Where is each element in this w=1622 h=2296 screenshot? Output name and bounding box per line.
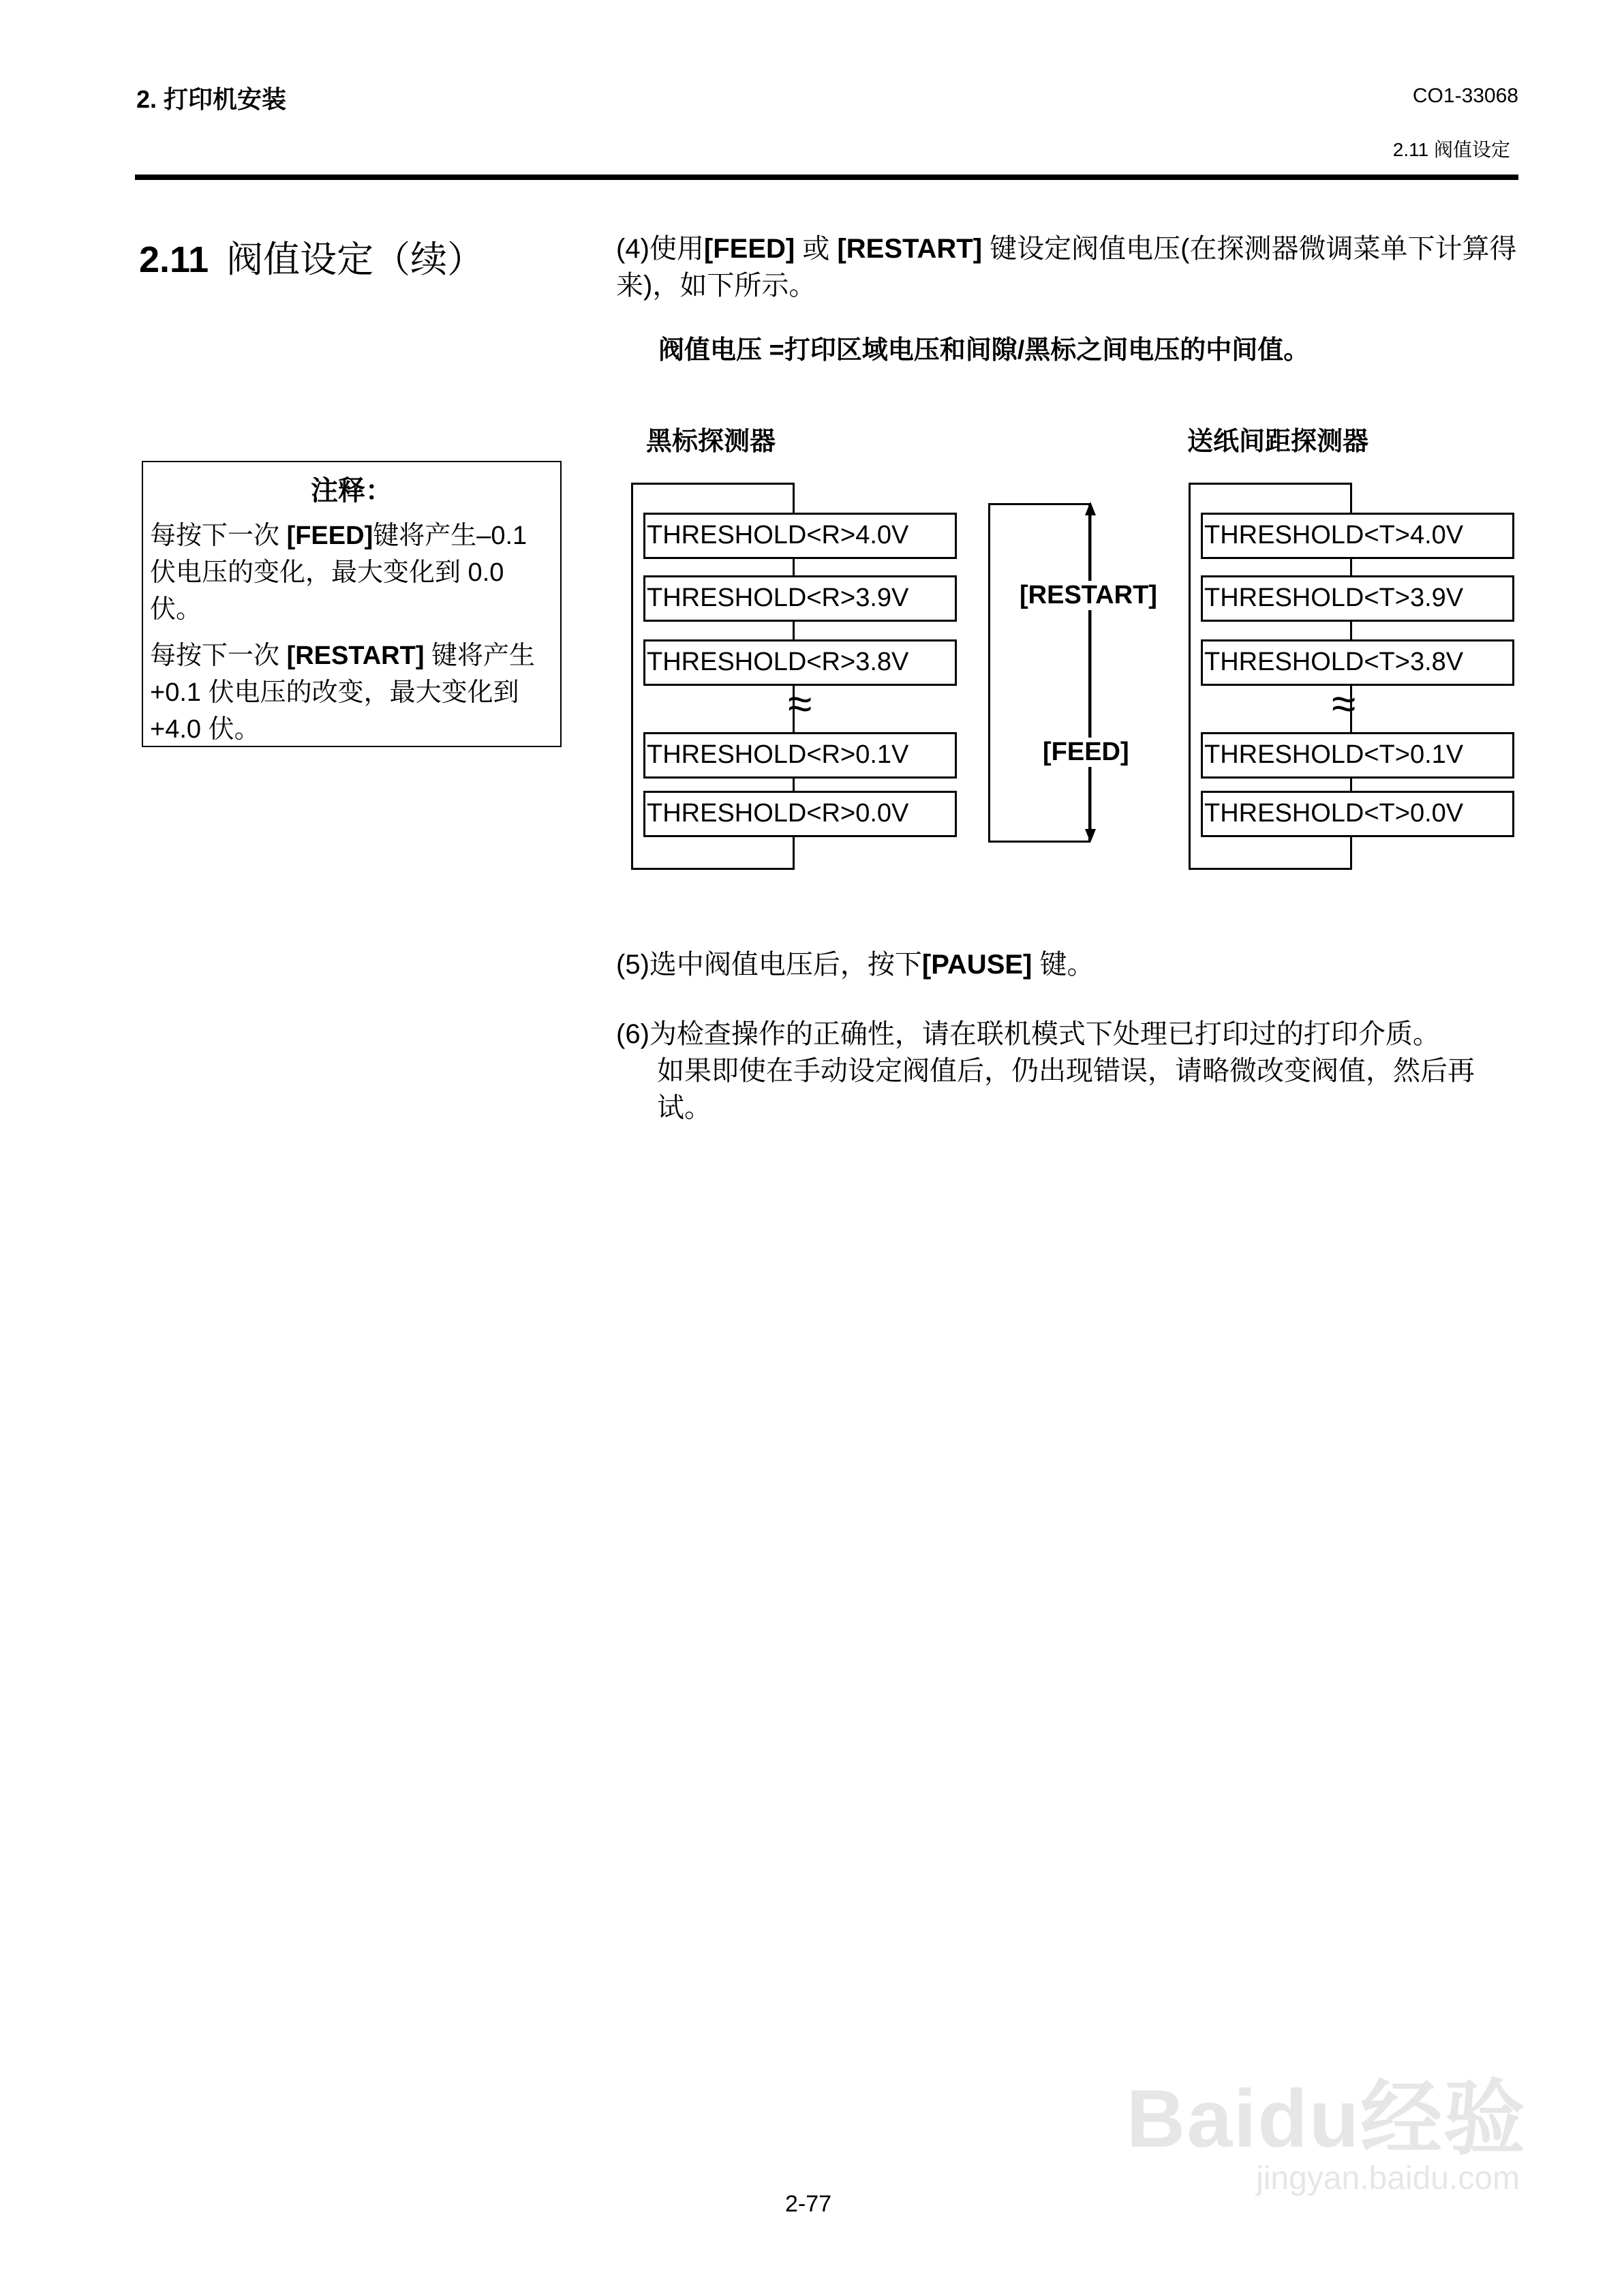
black-mark-sensor-label: 黑标探测器 xyxy=(646,427,776,456)
step-text: 或 xyxy=(795,234,838,264)
section-title xyxy=(139,230,484,283)
black-threshold-item: THRESHOLD<R>4.0V xyxy=(643,513,957,559)
section-reference: 2.11 阀值设定 xyxy=(1392,139,1510,160)
section-number: 2.11 xyxy=(139,239,209,280)
step-text: 键设定阀值电压(在探测器微调菜单下计算得来)，如下所示。 xyxy=(616,234,1517,301)
feed-gap-sensor-label: 送纸间距探测器 xyxy=(1187,427,1369,456)
threshold-formula: 阀值电压 =打印区域电压和间隙/黑标之间电压的中间值。 xyxy=(658,336,1310,365)
step-number: (5) xyxy=(616,950,649,980)
pause-key-label: [PAUSE] xyxy=(921,950,1032,980)
trans-threshold-item: THRESHOLD<T>4.0V xyxy=(1201,513,1514,559)
step-6-line-1 xyxy=(616,1016,1522,1053)
step-text: 为检查操作的正确性，请在联机模式下处理已打印过的打印介质。 xyxy=(649,1019,1440,1049)
note-text: 每按下一次 xyxy=(150,641,287,670)
step-6-line-2: 如果即使在手动设定阀值后，仍出现错误，请略微改变阀值，然后再试。 xyxy=(657,1056,1475,1123)
note-restart-paragraph xyxy=(150,637,553,748)
baidu-watermark-logo: Baidu经验 xyxy=(1126,2073,1527,2164)
feed-direction-label: [FEED] xyxy=(1043,738,1129,766)
feed-key-label: [FEED] xyxy=(703,234,795,264)
page-number: 2-77 xyxy=(785,2191,832,2217)
up-down-arrow-icon xyxy=(1070,495,1111,849)
step-text: 使用 xyxy=(649,234,704,264)
note-text: 键将产生+0.1 伏电压的改变，最大变化到+4.0 伏。 xyxy=(150,641,536,744)
step-5 xyxy=(616,946,1522,983)
ellipsis-tilde-icon: ≈ xyxy=(788,679,812,728)
restart-key-label: [RESTART] xyxy=(286,641,425,670)
feed-key-label: [FEED] xyxy=(286,522,373,550)
note-text: 每按下一次 xyxy=(150,522,287,550)
note-feed-paragraph xyxy=(150,517,553,628)
step-6 xyxy=(616,1016,1522,1126)
ellipsis-tilde-icon: ≈ xyxy=(1332,679,1356,728)
section-title-text: 阀值设定（续） xyxy=(226,239,485,280)
trans-threshold-item: THRESHOLD<T>0.1V xyxy=(1201,732,1514,779)
black-threshold-item: THRESHOLD<R>3.9V xyxy=(643,575,957,622)
black-threshold-item: THRESHOLD<R>0.1V xyxy=(643,732,957,779)
step-number: (4) xyxy=(616,234,649,264)
document-code: CO1-33068 xyxy=(1412,85,1518,107)
baidu-watermark-url: jingyan.baidu.com xyxy=(1256,2160,1520,2196)
note-box xyxy=(142,461,562,747)
header-divider xyxy=(135,175,1518,180)
trans-threshold-item: THRESHOLD<T>0.0V xyxy=(1201,791,1514,837)
black-threshold-item: THRESHOLD<R>3.8V xyxy=(643,639,957,686)
black-threshold-item: THRESHOLD<R>0.0V xyxy=(643,791,957,837)
step-number: (6) xyxy=(616,1019,649,1049)
restart-direction-label: [RESTART] xyxy=(1020,581,1157,609)
step-4 xyxy=(616,230,1522,304)
trans-threshold-item: THRESHOLD<T>3.9V xyxy=(1201,575,1514,622)
step-text: 选中阀值电压后，按下 xyxy=(649,950,922,980)
note-title: 注释： xyxy=(311,476,393,506)
trans-threshold-item: THRESHOLD<T>3.8V xyxy=(1201,639,1514,686)
chapter-header: 2. 打印机安装 xyxy=(136,85,287,113)
step-text: 键。 xyxy=(1032,950,1095,980)
restart-key-label: [RESTART] xyxy=(837,234,983,264)
note-text: 键将产生–0.1 伏电压的变化，最大变化到 0.0 伏。 xyxy=(150,522,527,624)
